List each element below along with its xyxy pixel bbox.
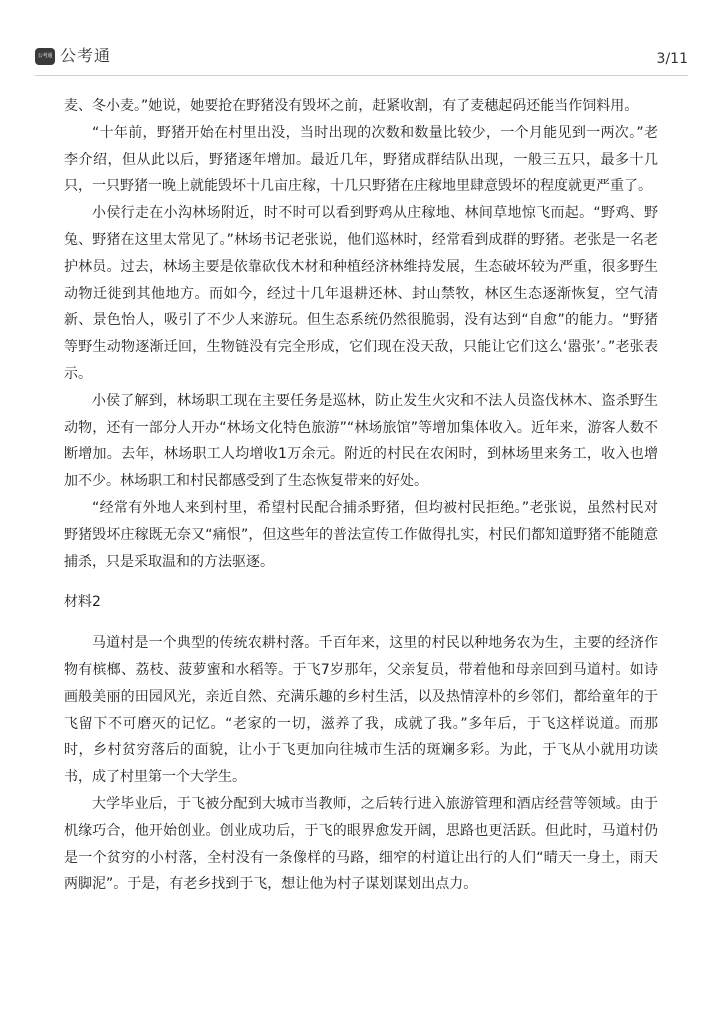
paragraph: “十年前，野猪开始在村里出没，当时出现的次数和数量比较少，一个月能见到一两次。”老李介绍，但从此以后，野猪逐年增加。最近几年，野猪成群结队出现，一般三五只，最多十几只，一只野猪一晚上就能毁坏十几亩庄稼，十几只野猪在庄稼地里肆意毁坏的程度就更严重了。 [64, 124, 658, 195]
logo-text: 公考通 [60, 46, 112, 65]
paragraph: 马道村是一个典型的传统农耕村落。千百年来，这里的村民以种地务农为生，主要的经济作物有槟榔、荔枝、菠萝蜜和水稻等。于飞7岁那年，父亲复员，带着他和母亲回到马道村。如诗画般美丽的田园风光，亲近自然、充满乐趣的乡村生活，以及热情淳朴的乡邻们，都给童年的于飞留下不可磨灭的记忆。“老家的一切，滋养了我，成就了我。”多年后，于飞这样说道。而那时，乡村贫穷落后的面貌，让小于飞更加向往城市生活的斑斓多彩。为此，于飞从小就用功读书，成了村里第一个大学生。 [64, 635, 658, 786]
paragraph: 麦、冬小麦。”她说，她要抢在野猪没有毁坏之前，赶紧收割，有了麦穗起码还能当作饲料用。 [64, 98, 639, 114]
paragraph: 小侯了解到，林场职工现在主要任务是巡林，防止发生火灾和不法人员盗伐林木、盗杀野生动物，还有一部分人开办“林场文化特色旅游”“林场旅馆”等增加集体收入。近年来，游客人数不断增加。去年，林场职工人均增收1万余元。附近的村民在农闲时，到林场里来务工，收入也增加不少。林场职工和村民都感受到了生态恢复带来的好处。 [64, 392, 658, 490]
header-divider [35, 75, 688, 76]
paragraph: “经常有外地人来到村里，希望村民配合捕杀野猪，但均被村民拒绝。”老张说，虽然村民对野猪毁坏庄稼既无奈又“痛恨”，但这些年的普法宣传工作做得扎实，村民们都知道野猪不能随意捕杀，只是采取温和的方法驱逐。 [64, 499, 658, 570]
paragraph: 小侯行走在小沟林场附近，时不时可以看到野鸡从庄稼地、林间草地惊飞而起。“野鸡、野兔、野猪在这里太常见了。”林场书记老张说，他们巡林时，经常看到成群的野猪。老张是一名老护林员。过去，林场主要是依靠砍伐木材和种植经济林维持发展，生态破坏较为严重，很多野生动物迁徙到其他地方。而如今，经过十几年退耕还林、封山禁牧，林区生态逐渐恢复，空气清新、景色怡人，吸引了不少人来游玩。但生态系统仍然很脆弱，没有达到“自愈”的能力。“野猪等野生动物逐渐迁回，生物链没有完全形成，它们现在没天敌，只能让它们这么‘嚣张’。”老张表示。 [64, 205, 658, 382]
paragraph: 大学毕业后，于飞被分配到大城市当教师，之后转行进入旅游管理和酒店经营等领域。由于机缘巧合，他开始创业。创业成功后，于飞的眼界愈发开阔，思路也更活跃。但此时，马道村仍是一个贫穷的小村落，全村没有一条像样的马路，细窄的村道让出行的人们“晴天一身土，雨天两脚泥”。于是，有老乡找到于飞，想让他为村子谋划谋划出点力。 [64, 795, 658, 893]
section-title: 材料2 [64, 594, 101, 611]
brand-logo [35, 46, 111, 66]
page-number: 3/11 [656, 51, 688, 67]
document-body [64, 93, 658, 898]
page-header [0, 0, 724, 80]
logo-badge-icon: 公考通 [35, 48, 55, 65]
